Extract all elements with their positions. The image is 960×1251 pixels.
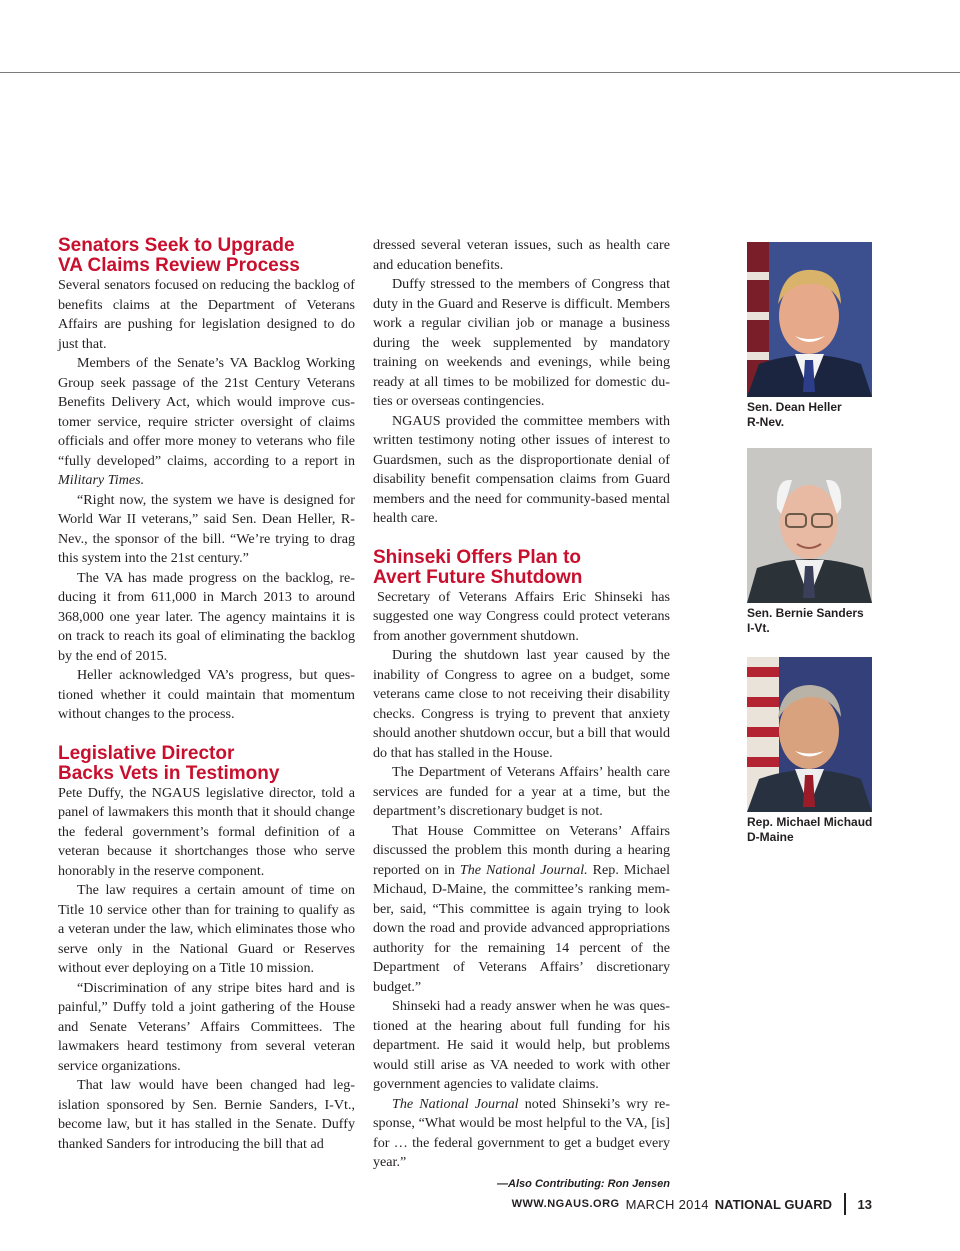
article3-paragraph-text: Rep. Michael Michaud, D-Maine, the committee’s ranking member, said, “This committee is again trying to look down the road and provide advanced appropriations authority for the remaining 14 percent of the Department of Veterans Affairs’ discretionary budget.” bbox=[373, 861, 671, 995]
article1-paragraph: Heller acknowledged VA’s progress, but questioned whether it could maintain that momentum without changes to the process. bbox=[58, 667, 355, 722]
article1-paragraph-text: Members of the Senate’s VA Backlog Working Group seek passage of the 21st Century Veterans Benefits Delivery Act, which would improve customer service, require stricter oversight of claims officials and offer more money to veterans who file “fully developed” claims, according to a report in bbox=[58, 355, 355, 469]
article2-headline-line2: Backs Vets in Testimony bbox=[58, 762, 280, 784]
article2-paragraph-continued: dressed several veteran issues, such as health care and education benefits. bbox=[373, 237, 670, 273]
article1-headline-line1: Senators Seek to Upgrade bbox=[58, 235, 295, 256]
header-rule bbox=[0, 72, 960, 73]
publication-name: Military Times. bbox=[58, 472, 145, 488]
page-footer bbox=[512, 1193, 872, 1215]
publication-name: The National Journal. bbox=[459, 861, 588, 878]
article3-paragraph-text: That House Committee on Veterans’ Affairs discussed the problem this month during a hearing reported on in bbox=[373, 822, 670, 878]
portrait-michaud-image bbox=[747, 657, 872, 812]
article2-headline-line1: Legislative Director bbox=[58, 742, 235, 764]
caption-name: Sen. Bernie Sanders bbox=[747, 606, 864, 620]
article1-headline bbox=[58, 236, 355, 276]
article1-headline-line2: VA Claims Review Process bbox=[58, 255, 300, 276]
article3-headline-line2: Avert Future Shutdown bbox=[373, 566, 583, 588]
section-spacer bbox=[373, 529, 670, 548]
article3-paragraph: Secretary of Veterans Affairs Eric Shinseki has suggested one way Congress could protect veterans from another government shutdown. bbox=[373, 588, 670, 644]
article1-paragraph bbox=[58, 354, 355, 491]
article1-paragraph: The VA has made progress on the backlog, reducing it from 611,000 in March 2013 to around 368,000 one year later. The agency maintains it is on track to reach its goal of eliminating the backlog by the end of 2015. bbox=[58, 569, 355, 664]
photo-michael-michaud bbox=[747, 657, 872, 812]
page-number: 13 bbox=[857, 1196, 872, 1212]
caption-party: R-Nev. bbox=[747, 415, 785, 429]
article3-paragraph bbox=[373, 1095, 670, 1173]
caption-name: Sen. Dean Heller bbox=[747, 400, 842, 414]
portrait-heller-image bbox=[747, 242, 872, 397]
footer-magazine-title: NATIONAL GUARD bbox=[714, 1196, 833, 1212]
article2-paragraph: “Discrimination of any stripe bites hard and is painful,” Duffy told a joint gathering of the House and Senate Veterans’ Affairs Committees. The lawmakers heard testimony from several veteran service organizations. bbox=[58, 979, 355, 1074]
article3-paragraph bbox=[373, 822, 670, 998]
article2-paragraph: Duffy stressed to the members of Congress that duty in the Guard and Reserve is difficult. Members work a regular civilian job or manage a business during the week supplemented by mandatory training on weekends and evenings, while being ready at all times to be mobilized for domestic duties or overseas contingencies. bbox=[373, 276, 670, 409]
article3-paragraph-text: noted Shinseki’s wry response, “What would be most helpful to the VA, [is] for … the federal government to get a budget every year.” bbox=[373, 1095, 670, 1170]
contributor-credit: —Also Contributing: Ron Jensen bbox=[497, 1177, 670, 1190]
publication-name: The National Journal bbox=[392, 1095, 519, 1112]
caption-name: Rep. Michael Michaud bbox=[747, 815, 873, 829]
article1-paragraph: Several senators focused on reducing the backlog of benefits claims at the Department of Veterans Affairs are pushing for legislation designed to do just that. bbox=[58, 277, 355, 352]
article3-paragraph: Shinseki had a ready answer when he was questioned at the hearing about full funding for his department. He said it would help, but problems would still arise as VA needed to work with other government agencies to validate claims. bbox=[373, 998, 670, 1092]
article2-paragraph: NGAUS provided the committee members with written testimony noting other issues of interest to Guardsmen, such as the disproportionate denial of disability benefit compensation claims from Guard members and the need for community-based mental health care. bbox=[373, 412, 670, 526]
article3-paragraph: The Department of Veterans Affairs’ health care services are funded for a year at a time, but the department’s discretionary budget is not. bbox=[373, 764, 670, 819]
footer-url: WWW.NGAUS.ORG bbox=[511, 1198, 620, 1210]
article2-paragraph: Pete Duffy, the NGAUS legislative director, told a panel of lawmakers this month that it should change the federal government’s formal definition of a veteran because it shortchanges those who serve honorably in the reserve component. bbox=[58, 784, 355, 879]
left-column bbox=[58, 236, 355, 1154]
footer-divider bbox=[844, 1193, 846, 1215]
caption-party: D-Maine bbox=[747, 830, 794, 844]
article2-paragraph: That law would have been changed had legislation sponsored by Sen. Bernie Sanders, I-Vt., become law, but it has stalled in the Senate. Duffy thanked Sanders for introducing the bill that ad bbox=[58, 1077, 355, 1152]
photo-dean-heller bbox=[747, 242, 872, 397]
footer-date: MARCH 2014 bbox=[625, 1196, 709, 1212]
photo-caption-michaud bbox=[747, 815, 927, 845]
caption-party: I-Vt. bbox=[747, 621, 770, 635]
article1-paragraph: “Right now, the system we have is designed for World War II veterans,” said Sen. Dean Heller, R-Nev., the sponsor of the bill. “We’re trying to drag this system into the 21st century.” bbox=[58, 491, 355, 566]
article2-paragraph: The law requires a certain amount of time on Title 10 service other than for training to qualify as a veteran under the law, which eliminates those who serve only in the National Guard or Reserves without ever deploying on a Title 10 mission. bbox=[58, 882, 355, 976]
article2-headline bbox=[58, 744, 355, 784]
article3-headline bbox=[373, 548, 670, 588]
photo-bernie-sanders bbox=[747, 448, 872, 603]
portrait-sanders-image bbox=[747, 448, 872, 603]
photo-caption-heller bbox=[747, 400, 927, 430]
middle-column bbox=[373, 236, 670, 1191]
section-spacer bbox=[58, 725, 355, 744]
article3-headline-line1: Shinseki Offers Plan to bbox=[373, 546, 581, 568]
photo-caption-sanders bbox=[747, 606, 927, 636]
article3-paragraph: During the shutdown last year caused by the inability of Congress to agree on a budget, some veterans came close to not receiving their disability checks. Congress is trying to prevent that anxiety should another shutdown occur, but a bill that would do that has stalled in the House. bbox=[373, 647, 670, 761]
